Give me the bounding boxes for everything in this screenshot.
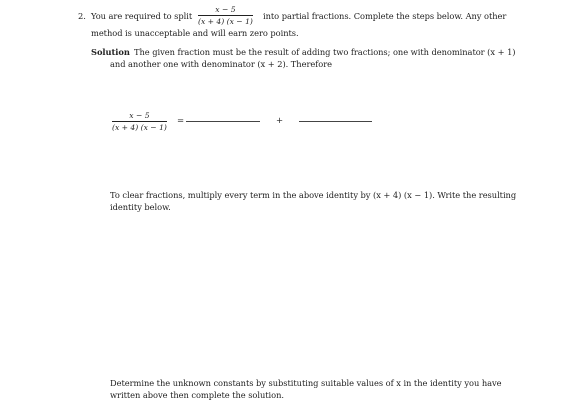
question-fraction [198,5,253,26]
solution-text-line2: and another one with denominator (x + 2). Therefore [110,59,332,69]
identity-numerator: x − 5 [129,111,150,120]
identity-denominator: (x + 4) (x − 1) [112,123,167,132]
clear-step-line2: identity below. [110,202,171,212]
identity-equals-sign: = [177,116,185,126]
identity-plus-sign: + [276,116,284,126]
question-fraction-numerator: x − 5 [215,5,236,14]
question-number: 2. [78,11,86,21]
final-step-line2: written above then complete the solution. [110,390,284,400]
question-method-warning: method is unacceptable and will earn zero points. [91,28,299,38]
solution-text-line1: The given fraction must be the result of adding two fractions; one with denominator (x + 1) [134,47,516,57]
first-fraction-blank[interactable] [186,121,260,122]
fraction-bar [112,121,167,122]
question-intro-text: You are required to split [91,11,193,21]
identity-fraction [112,111,167,132]
question-intro-continuation: into partial fractions. Complete the steps below. Any other [263,11,507,21]
fraction-bar [198,15,253,16]
second-fraction-blank[interactable] [299,121,372,122]
solution-label: Solution [91,47,130,57]
final-step-line1: Determine the unknown constants by substituting suitable values of x in the identity you have [110,378,502,388]
clear-step-line1: To clear fractions, multiply every term in the above identity by (x + 4) (x − 1). Write the resulting [110,190,517,200]
question-fraction-denominator: (x + 4) (x − 1) [198,17,253,26]
